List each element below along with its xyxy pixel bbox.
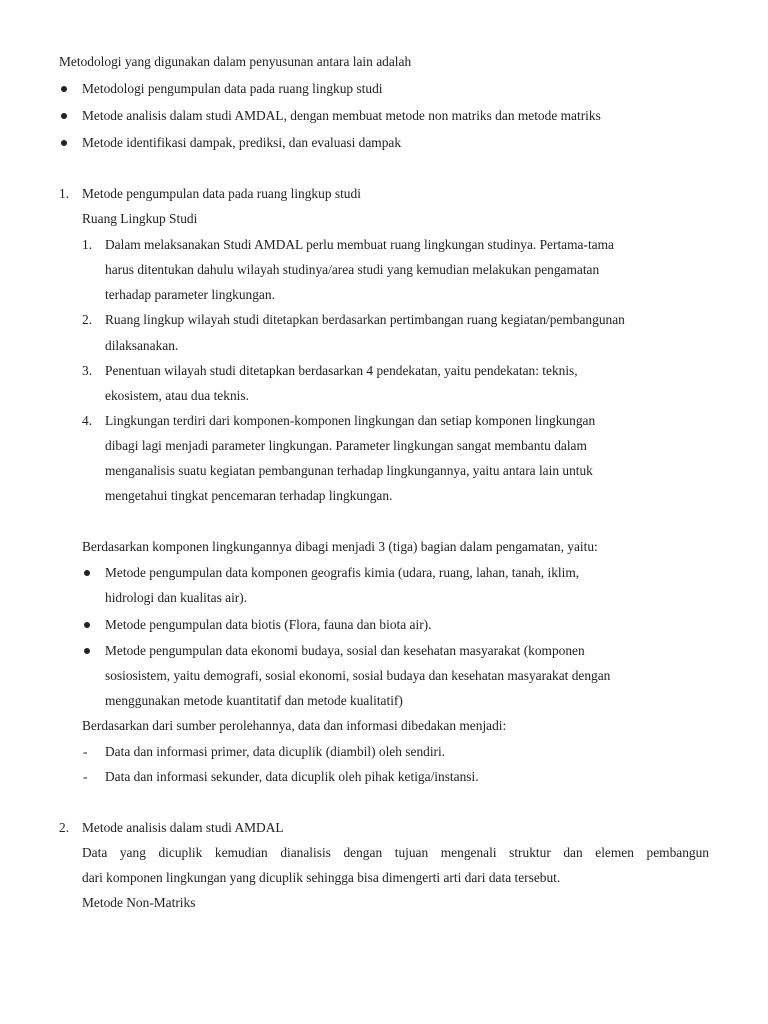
component-item-line: sosiosistem, yaitu demografi, sosial ekonomi, sosial budaya dan kesehatan masyarakat dengan xyxy=(105,668,611,683)
paragraph: Berdasarkan komponen lingkungannya dibagi menjadi 3 (tiga) bagian dalam pengamatan, yaitu: xyxy=(82,539,598,554)
list-item-line: Dalam melaksanakan Studi AMDAL perlu membuat ruang lingkungan studinya. Pertama-tama xyxy=(105,237,614,252)
list-item-line: mengetahui tingkat pencemaran terhadap lingkungan. xyxy=(105,488,393,503)
section-subtitle: Metode Non-Matriks xyxy=(82,895,196,910)
list-item-line: harus ditentukan dahulu wilayah studinya/area studi yang kemudian melakukan pengamatan xyxy=(105,262,600,277)
list-item-number: 2. xyxy=(82,312,93,327)
list-item-line: terhadap parameter lingkungan. xyxy=(105,287,275,302)
bullet-icon xyxy=(61,86,67,92)
component-item-line: hidrologi dan kualitas air). xyxy=(105,590,248,605)
bullet-icon xyxy=(84,648,90,654)
source-item: Data dan informasi primer, data dicuplik (diambil) oleh sendiri. xyxy=(105,744,446,759)
list-item-line: menganalisis suatu kegiatan pembangunan terhadap lingkungannya, yaitu antara lain untuk xyxy=(105,463,593,478)
intro-bullet-item: Metode analisis dalam studi AMDAL, dengan membuat metode non matriks dan metode matriks xyxy=(82,108,601,123)
section-title: Metode analisis dalam studi AMDAL xyxy=(82,820,284,835)
component-item-line: Metode pengumpulan data ekonomi budaya, sosial dan kesehatan masyarakat (komponen xyxy=(105,643,585,658)
list-item-line: Lingkungan terdiri dari komponen-komponen lingkungan dan setiap komponen lingkungan xyxy=(105,413,596,428)
list-item-line: Ruang lingkup wilayah studi ditetapkan berdasarkan pertimbangan ruang kegiatan/pembangunan xyxy=(105,312,625,327)
component-item-line: Metode pengumpulan data komponen geografis kimia (udara, ruang, lahan, tanah, iklim, xyxy=(105,565,580,580)
bullet-icon xyxy=(61,113,67,119)
list-item-number: 3. xyxy=(82,363,93,378)
section-title: Metode pengumpulan data pada ruang lingkup studi xyxy=(82,186,361,201)
bullet-icon xyxy=(61,140,67,146)
dash-marker: - xyxy=(83,769,88,784)
intro-bullet-item: Metode identifikasi dampak, prediksi, dan evaluasi dampak xyxy=(82,135,402,150)
intro-bullet-item: Metodologi pengumpulan data pada ruang lingkup studi xyxy=(82,81,383,96)
bullet-icon xyxy=(84,622,90,628)
paragraph-line: Data yang dicuplik kemudian dianalisis dengan tujuan mengenali struktur dan elemen pembangun xyxy=(82,845,709,860)
component-item-line: Metode pengumpulan data biotis (Flora, fauna dan biota air). xyxy=(105,617,432,632)
bullet-icon xyxy=(84,570,90,576)
list-item-line: ekosistem, atau dua teknis. xyxy=(105,388,249,403)
list-item-line: Penentuan wilayah studi ditetapkan berdasarkan 4 pendekatan, yaitu pendekatan: teknis, xyxy=(105,363,578,378)
dash-marker: - xyxy=(83,744,88,759)
paragraph-line: dari komponen lingkungan yang dicuplik sehingga bisa dimengerti arti dari data tersebut. xyxy=(82,870,561,885)
intro-heading: Metodologi yang digunakan dalam penyusunan antara lain adalah xyxy=(59,54,412,69)
section-subtitle: Ruang Lingkup Studi xyxy=(82,211,198,226)
list-item-number: 1. xyxy=(82,237,93,252)
paragraph: Berdasarkan dari sumber perolehannya, data dan informasi dibedakan menjadi: xyxy=(82,718,507,733)
component-item-line: menggunakan metode kuantitatif dan metode kualitatif) xyxy=(105,693,403,708)
list-item-number: 4. xyxy=(82,413,93,428)
list-item-line: dilaksanakan. xyxy=(105,338,179,353)
section-number: 1. xyxy=(59,186,70,201)
section-number: 2. xyxy=(59,820,70,835)
list-item-line: dibagi lagi menjadi parameter lingkungan. Parameter lingkungan sangat membantu dalam xyxy=(105,438,587,453)
source-item: Data dan informasi sekunder, data dicuplik oleh pihak ketiga/instansi. xyxy=(105,769,479,784)
